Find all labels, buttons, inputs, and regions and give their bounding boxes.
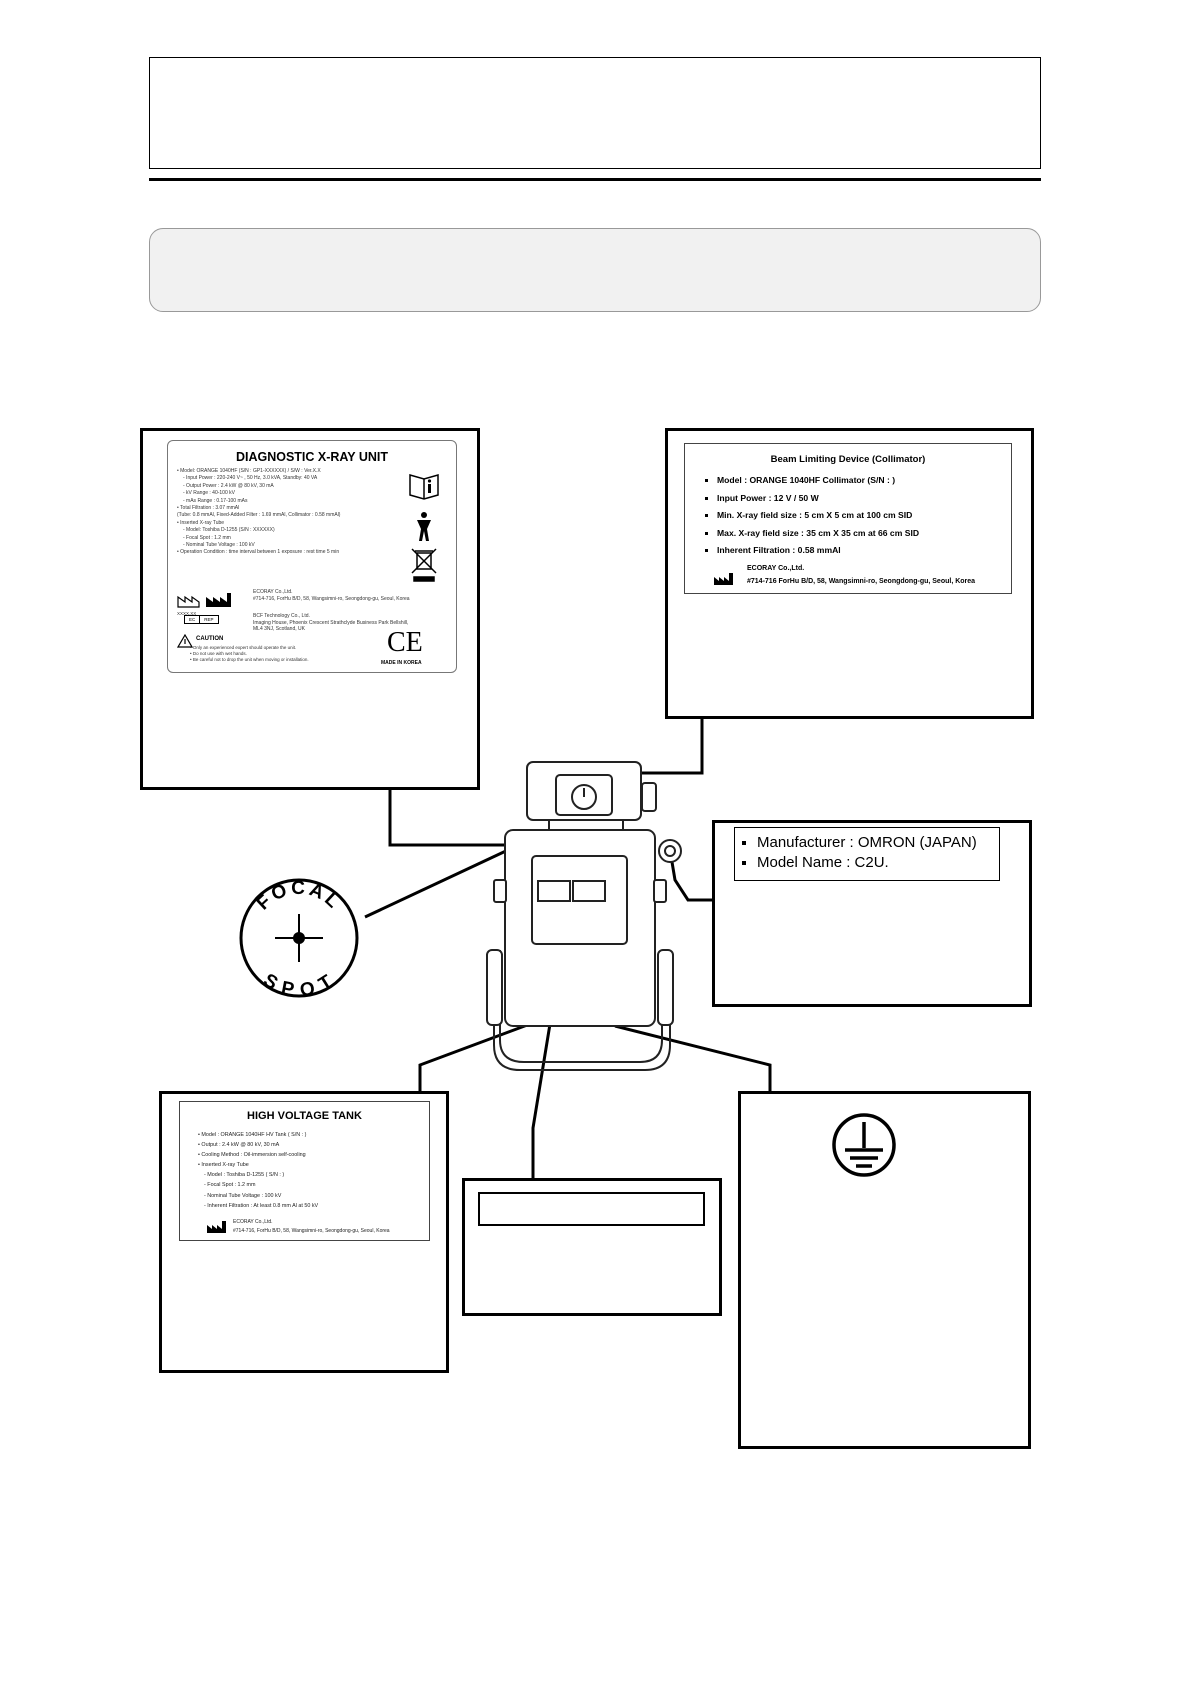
rep-name: BCF Technology Co., Ltd. [253,613,310,619]
type-b-applied-part-icon [417,512,431,541]
rep-address: ML4 3NJ, Scotland, UK [253,626,305,632]
spec-line: • Cooling Method : Oil-immersion self-cooling [198,1152,306,1159]
manufacturer-info [253,589,453,603]
ec-rep-box [184,615,219,624]
spot-text: SPOT [259,969,339,1002]
caution-lines [190,645,309,664]
ec-rep-info [253,613,453,633]
spec-line: - Output Power : 2.4 kW @ 80 kV, 30 mA [183,482,274,489]
spec-line: ▪ Input Power : 12 V / 50 W [717,490,1011,508]
manufacturer-factory-icon [713,572,735,586]
tank-serial-field [479,1193,704,1225]
spec-line: - Model: Toshiba D-1255 (S/N : XXXXXX) [183,527,275,534]
manufacturer-factory-icon [206,593,231,607]
spec-line: - mAs Range : 0.17-100 mAs [183,497,248,504]
caution-title: CAUTION [196,636,224,642]
switch-label [734,827,1000,881]
spec-line: ▪ Inherent Filtration : 0.58 mmAl [717,542,1011,560]
xray-unit-label [167,440,457,673]
caution-line: • Do not use with wet hands. [190,651,247,657]
manufacturer-name: ECORAY Co.,Ltd. [253,589,293,595]
focal-spot-symbol [241,878,357,1002]
manufacturer-name: ECORAY Co.,Ltd. [747,565,805,572]
read-instructions-icon [410,475,438,499]
manufacturer-address: #714-716, ForHu B/D, 58, Wangsimni-ro, Seongdong-gu, Seoul, Korea [233,1228,390,1234]
rep-address: Imaging House, Phoenix Crescent Strathclyde Business Park Bellshill, [253,619,409,626]
xray-unit-body [487,762,681,1070]
spec-line: ▪ Min. X-ray field size : 5 cm X 5 cm at 100 cm SID [717,507,1011,525]
spec-line: - kV Range : 40-100 kV [183,490,235,497]
hv-tank-specs [198,1130,318,1211]
spec-line: ▪ Max. X-ray field size : 35 cm X 35 cm at 66 cm SID [717,525,1011,543]
spec-line: ▪ Model : ORANGE 1040HF Collimator (S/N : ) [717,472,1011,490]
collimator-label [684,443,1012,594]
manufacturer-address: #714-716, ForHu B/D, 58, Wangsimni-ro, Seongdong-gu, Seoul, Korea [253,596,410,602]
spec-line: - Input Power : 220-240 V~ , 50 Hz, 3.0 kVA, Standby: 40 VA [183,475,318,482]
hv-tank-title: HIGH VOLTAGE TANK [247,1110,362,1122]
collimator-manufacturer [747,562,975,588]
switch-model: ▪ Model Name : C2U. [757,853,999,873]
spec-line: - Nominal Tube Voltage : 100 kV [204,1192,282,1199]
xray-label-specs [177,468,397,557]
switch-specs [735,833,999,873]
xray-label-title: DIAGNOSTIC X-RAY UNIT [235,450,389,464]
spec-line: - Focal Spot : 1.2 mm [204,1182,256,1189]
spec-line: • Operation Condition : time interval between 1 exposure : rest time 5 min [177,549,340,556]
focal-text: FOCAL [252,877,346,915]
xray-label-icons [396,471,452,591]
spec-line: - Nominal Tube Voltage : 100 kV [183,542,255,549]
manufacturer-address: #714-716 ForHu B/D, 58, Wangsimni-ro, Seongdong-gu, Seoul, Korea [747,578,976,585]
protective-earth-icon [834,1115,894,1175]
spec-line: - Focal Spot : 1.2 mm [183,534,231,541]
spec-line: • Model : ORANGE 1040HF HV Tank ( S/N : ) [198,1132,307,1138]
spec-line: • Output : 2.4 kW @ 80 kV, 30 mA [198,1142,280,1149]
spec-line: • Total Filtration : 3.07 mmAl [177,505,240,512]
spec-line: • Inserted X-ray Tube [177,519,225,526]
hv-tank-manufacturer [233,1218,390,1236]
ec-text: EC [184,615,200,624]
spec-line: • Inserted X-ray Tube [198,1162,249,1169]
manufacturer-name: ECORAY Co.,Ltd. [233,1219,273,1225]
rep-text: REP [200,615,218,624]
spec-line: - Model : Toshiba D-1255 ( S/N : ) [204,1172,285,1179]
caution-line: • Be careful not to drop the unit when moving or installation. [190,657,309,663]
ce-mark: CE [387,627,423,658]
manufacturer-factory-icon [206,1220,228,1234]
date-of-manufacture-icon [178,597,199,607]
spec-line: - Inherent Filtration : At least 0.8 mm Al at 50 kV [204,1202,319,1209]
hv-tank-label [179,1101,430,1241]
caution-line: • Only an experienced expert should operate the unit. [190,645,297,650]
collimator-specs [685,472,1011,560]
spec-line: • Model: ORANGE 1040HF (S/N : GP1-XXXXXX) / S/W : Ver.X.X [177,468,321,474]
date-code: XXXX.XX [177,611,197,616]
weee-crossed-bin-icon [412,549,436,581]
switch-manufacturer: ▪ Manufacturer : OMRON (JAPAN) [757,833,999,853]
spec-line: (Tube: 0.8 mmAl, Fixed-Added Filter : 1.69 mmAl, Collimator : 0.58 mmAl) [177,512,341,519]
made-in-korea: MADE IN KOREA [381,660,422,666]
collimator-title: Beam Limiting Device (Collimator) [770,454,926,465]
